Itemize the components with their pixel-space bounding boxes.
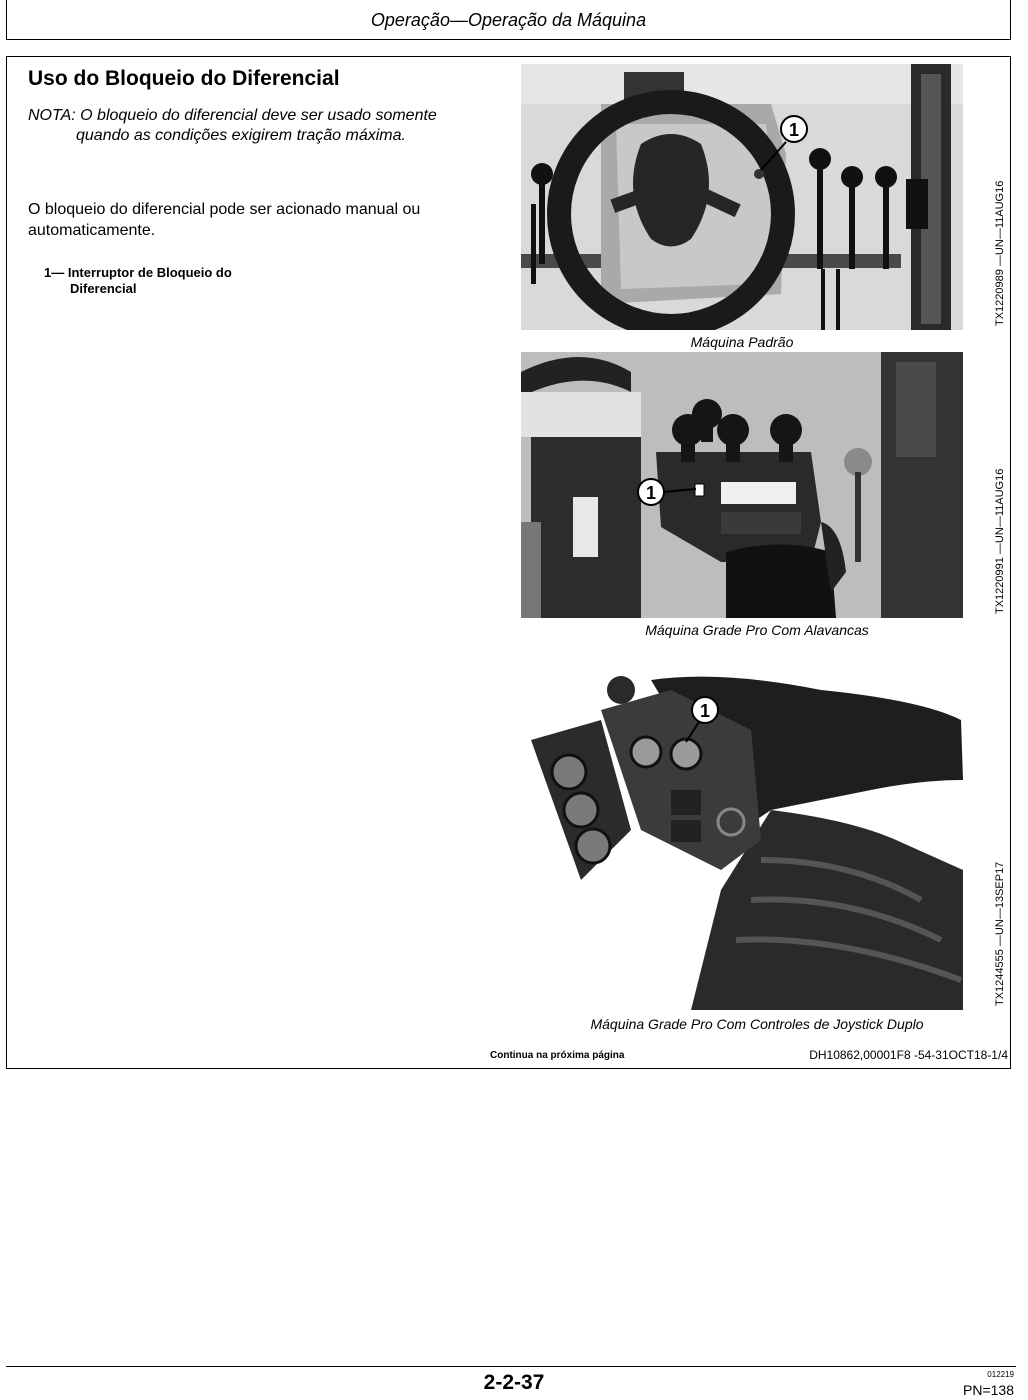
document-reference: DH10862,00001F8 -54-31OCT18-1/4 [809,1048,1008,1062]
running-header [6,0,1011,40]
figure-1-callout: 1 [788,120,800,140]
footer-pn: PN=138 [963,1382,1014,1398]
legend-label-line-1: Interruptor de Bloqueio do [67,265,232,280]
legend-number: 1— [44,265,65,280]
figure-legend [44,265,232,297]
figure-1-caption: Máquina Padrão [690,334,794,350]
figure-2-callout: 1 [645,483,657,503]
figure-standard-machine-photo [521,64,963,330]
footer-rule [6,1366,1016,1367]
note-line-1: NOTA: O bloqueio do diferencial deve ser usado somente [28,107,437,124]
section-title: Uso do Bloqueio do Diferencial [28,67,340,90]
note [28,106,518,146]
note-line-2: quando as condições exigirem tração máxima. [76,127,406,144]
continued-note: Continua na próxima página [490,1050,625,1061]
figure-joystick-machine-photo [521,670,963,1010]
body-paragraph: O bloqueio do diferencial pode ser acionado manual ou automaticamente. [28,201,421,239]
footer-small-code: 012219 [987,1370,1014,1379]
figure-3-callout: 1 [699,701,711,721]
figure-2-code: TX1220991 —UN—11AUG16 [994,468,1006,614]
figure-3-code: TX1244555 —UN—13SEP17 [994,861,1006,1006]
figure-2-caption: Máquina Grade Pro Com Alavancas [645,622,869,638]
page-number: 2-2-37 [483,1371,545,1394]
figure-levers-machine-photo [521,352,963,618]
header-title: Operação—Operação da Máquina [370,10,647,30]
legend-label-line-2: Diferencial [70,281,137,296]
figure-1-code: TX1220989 —UN—11AUG16 [994,180,1006,326]
figure-3-caption: Máquina Grade Pro Com Controles de Joystick Duplo [590,1016,924,1032]
